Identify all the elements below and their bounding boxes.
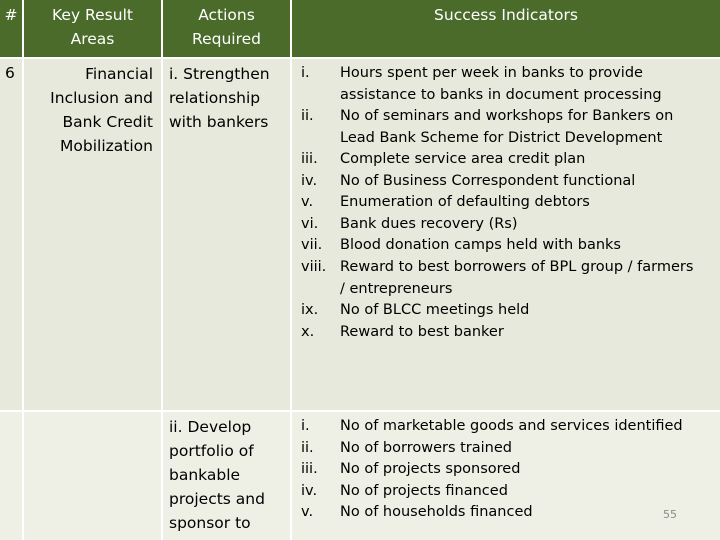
row-divider [0,57,720,59]
indicator-text: No of marketable goods and services identified [340,418,683,434]
indicator-numeral: i. [301,65,310,81]
indicator-numeral: vii. [301,237,323,253]
column-divider [161,0,163,540]
indicator-text: Enumeration of defaulting debtors [340,194,590,210]
indicator-numeral: viii. [301,259,327,275]
indicator-text: / entrepreneurs [340,281,453,297]
indicator-numeral: ix. [301,302,319,318]
header-success-indicators: Success Indicators [434,6,578,24]
indicator-text: Bank dues recovery (Rs) [340,216,518,232]
page-number: 55 [663,508,677,521]
indicator-numeral: x. [301,324,315,340]
indicator-numeral: ii. [301,108,314,124]
column-divider [22,0,24,540]
indicator-numeral: iv. [301,483,318,499]
indicator-text: Reward to best banker [340,324,504,340]
indicator-text: No of Business Correspondent functional [340,173,636,189]
indicator-numeral: iii. [301,151,318,167]
header-key-result-areas: Key Result Areas [52,6,133,48]
indicator-text: Complete service area credit plan [340,151,586,167]
action-develop-portfolio: ii. Develop portfolio of bankable projects and sponsor to [169,418,265,532]
action-strengthen-relationship: i. Strengthen relationship with bankers [169,65,270,131]
key-result-area: Financial Inclusion and Bank Credit Mobilization [50,65,153,155]
indicator-text: No of households financed [340,504,533,520]
indicator-text: No of projects sponsored [340,461,521,477]
header-actions-required: Actions Required [192,6,261,48]
indicator-numeral: v. [301,504,314,520]
row-number: 6 [5,64,15,82]
indicator-numeral: vi. [301,216,319,232]
indicator-text: Hours spent per week in banks to provide [340,65,643,81]
indicator-numeral: i. [301,418,310,434]
indicator-text: No of seminars and workshops for Bankers on [340,108,674,124]
indicator-numeral: ii. [301,440,314,456]
header-number: # [4,6,18,24]
indicator-text: No of projects financed [340,483,508,499]
indicator-text: No of BLCC meetings held [340,302,530,318]
indicator-text: Reward to best borrowers of BPL group / farmers [340,259,694,275]
indicator-text: assistance to banks in document processing [340,87,662,103]
indicator-text: Blood donation camps held with banks [340,237,621,253]
row-divider [0,410,720,412]
column-divider [290,0,292,540]
indicator-numeral: v. [301,194,314,210]
indicator-text: Lead Bank Scheme for District Development [340,130,663,146]
indicator-text: No of borrowers trained [340,440,512,456]
indicator-numeral: iii. [301,461,318,477]
indicator-numeral: iv. [301,173,318,189]
